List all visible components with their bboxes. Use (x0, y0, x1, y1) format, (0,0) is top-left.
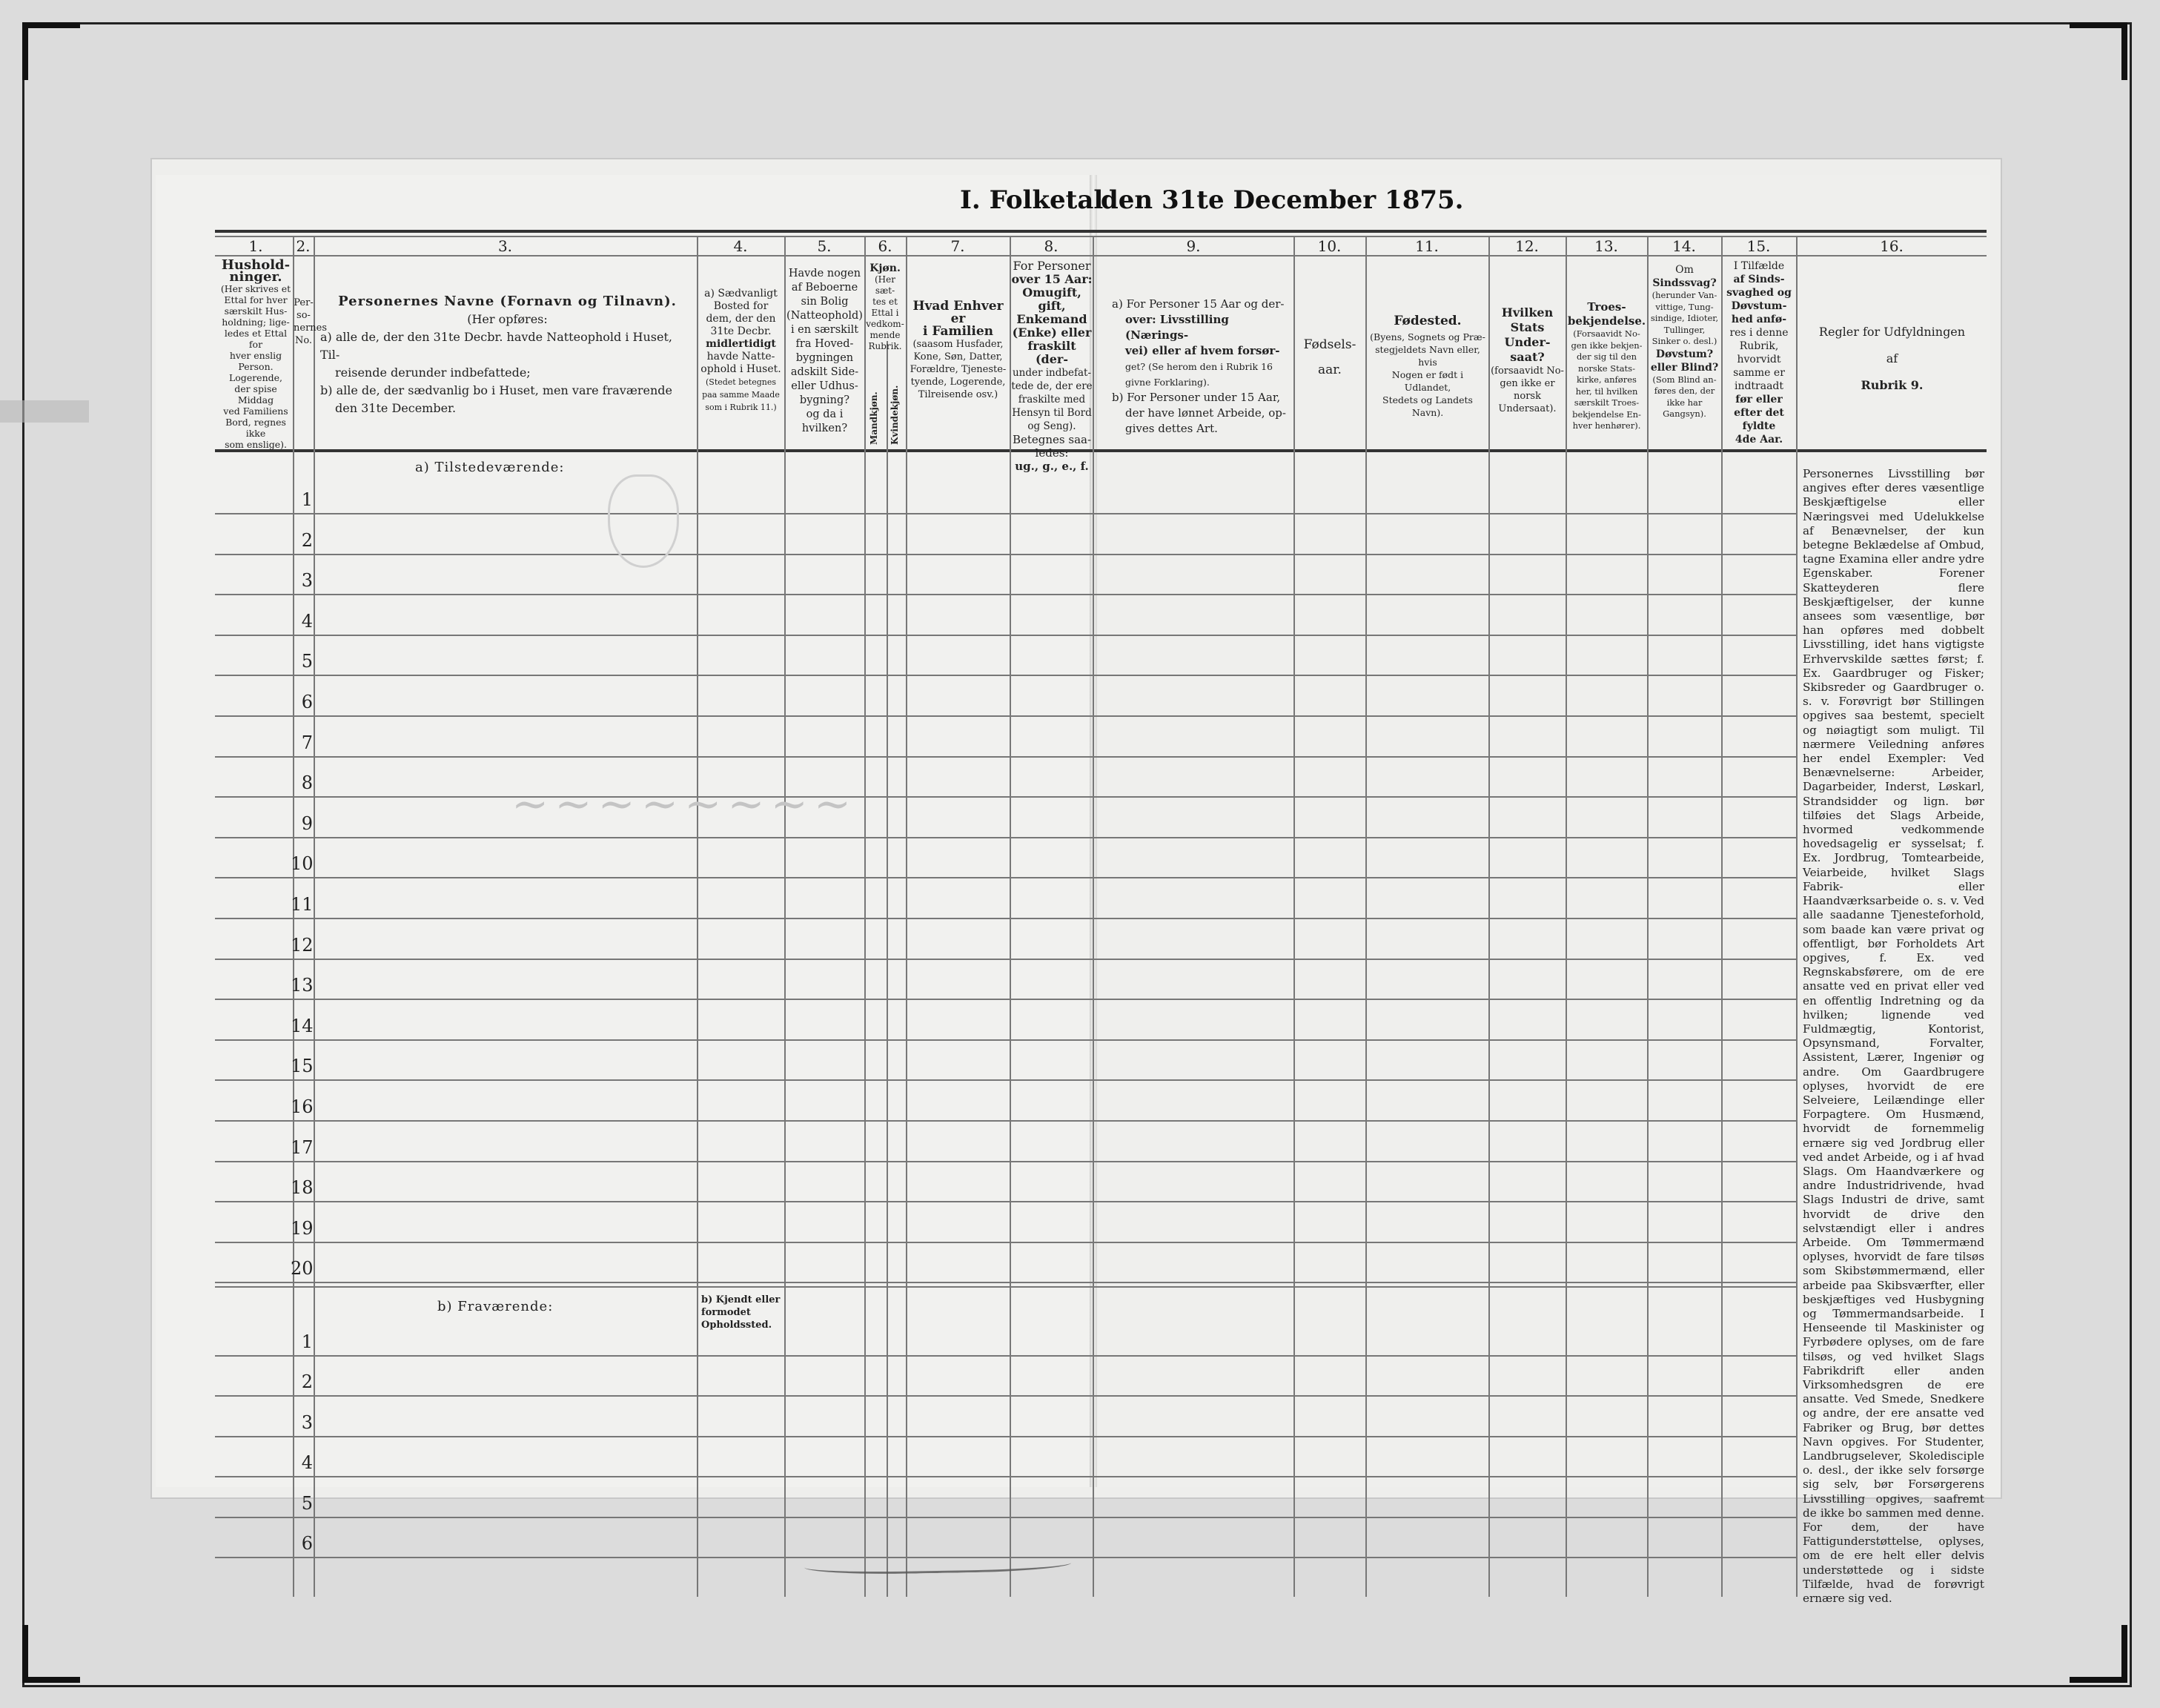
rule (215, 230, 1987, 233)
col-divider (1488, 236, 1490, 1597)
col-number: 13. (1594, 237, 1618, 255)
corner-mark (2070, 1625, 2127, 1683)
col-divider (887, 341, 888, 1597)
col-divider (784, 236, 786, 1597)
col-number: 16. (1880, 237, 1904, 255)
row-rule (215, 513, 1796, 514)
col9-header: a) For Personer 15 Aar og der- over: Livsstilling (Nærings- vei) eller af hvem forsør- get? (Se herom den i Rubrik 16 givne Forklaring). b) For Personer under 15 Aar, der have lønnet Arbeide, op- gives dettes Art. (1112, 297, 1286, 435)
row-number: 1 (301, 489, 313, 510)
col-number: 10. (1317, 237, 1342, 255)
row-rule (215, 1079, 1796, 1081)
row-number: 10 (291, 853, 314, 874)
col-number: 2. (296, 237, 311, 255)
col-divider (697, 236, 698, 1597)
col16-header: Regler for Udfyldningen af Rubrik 9. (1818, 325, 1966, 392)
section-absent-label: b) Fraværende: (437, 1299, 554, 1314)
section-present-label: a) Tilstedeværende: (415, 460, 565, 475)
col-divider (314, 236, 315, 1597)
row-number: 11 (291, 894, 314, 915)
row-number: 7 (301, 732, 313, 753)
row-number: 9 (301, 813, 313, 834)
title-left: I. Folketal (960, 185, 1104, 215)
row-rule (215, 635, 1796, 636)
col-number: 9. (1186, 237, 1201, 255)
row-number: 6 (301, 1533, 313, 1554)
row-number: 2 (301, 1371, 313, 1392)
bleed-through: ~~~~~~~~ (511, 778, 858, 830)
col-divider (1293, 236, 1295, 1597)
row-number: 5 (301, 651, 313, 672)
col-number: 1. (248, 237, 263, 255)
col-divider (1796, 236, 1798, 1597)
col-number: 5. (817, 237, 832, 255)
col-divider (1093, 236, 1094, 1597)
col-number: 11. (1415, 237, 1439, 255)
row-rule (215, 756, 1796, 758)
absent-col4-note: b) Kjendt eller formodet Opholdssted. (701, 1294, 781, 1331)
title-right: den 31te December 1875. (1101, 185, 1464, 215)
row-rule (215, 1355, 1796, 1357)
col15-header: I Tilfælde af Sinds- svaghed og Døvstum- hed anfø- res i denne Rubrik, hvorvidt samme er indtraadt før eller efter det fyldte 4de Aar. (1726, 260, 1792, 446)
col3-header: Personernes Navne (Fornavn og Tilnavn). (Her opføres: a) alle de, der den 31te Decbr. havde Natteophold i Huset, Til- reisende derunder indbefattede; b) alle de, der sædvanlig bo i Huset, men vare fraværende den 31te December. (320, 294, 677, 415)
row-rule (215, 1161, 1796, 1162)
col14-header: Om Sindssvag? (herunder Van- vittige, Tung- sindige, Idioter, Tullinger, Sinker o. desl.) Døvstum? eller Blind? (Som Blind an- føres den, der ikke har Gangsyn). (1650, 264, 1719, 419)
row-rule (215, 1120, 1796, 1122)
row-rule (215, 1436, 1796, 1437)
row-number: 20 (291, 1258, 314, 1279)
row-rule (215, 1395, 1796, 1397)
col-divider (293, 236, 294, 1597)
row-number: 19 (291, 1218, 314, 1239)
col-divider (1647, 236, 1649, 1597)
row-number: 18 (291, 1177, 314, 1198)
row-rule (215, 1517, 1796, 1518)
row-number: 2 (301, 530, 313, 551)
row-rule (215, 594, 1796, 595)
col-number: 7. (950, 237, 965, 255)
col6-female-label: Kvindekjøn. (889, 385, 900, 445)
col13-header: Troes- bekjendelse. (Forsaavidt No- gen ikke bekjen- der sig til den norske Stats- kirke, anføres her, til hvilken særskilt Troes- bekjendelse En- hver henhører). (1567, 300, 1646, 431)
row-rule (215, 1201, 1796, 1202)
row-number: 4 (301, 611, 313, 632)
col-number: 14. (1672, 237, 1696, 255)
col6-header: Kjøn. (Her sæt- tes et Ettal i vedkom- mende Rubrik. (866, 262, 904, 351)
col2-header: Per- so- nernes No. (294, 297, 328, 346)
col-divider (1566, 236, 1567, 1597)
col-divider (1365, 236, 1367, 1597)
col-number: 12. (1515, 237, 1539, 255)
row-number: 3 (301, 570, 313, 591)
row-number: 12 (291, 935, 314, 956)
row-number: 16 (291, 1096, 314, 1117)
row-rule (215, 1242, 1796, 1243)
row-number: 13 (291, 975, 314, 996)
corner-mark (22, 1625, 80, 1683)
row-rule (215, 715, 1796, 717)
col-number: 15. (1746, 237, 1771, 255)
col-number: 6. (878, 237, 892, 255)
row-number: 5 (301, 1493, 313, 1514)
scan-edge-mark (0, 400, 89, 423)
row-number: 1 (301, 1331, 313, 1352)
col8-header: For Personer over 15 Aar: Omugift, gift, Enkemand (Enke) eller fraskilt (der- under indbefat- tede de, der ere fraskilte med Hensyn til Bord og Seng). Betegnes saa- ledes: ug., g., e., f. (1011, 259, 1093, 473)
row-rule (215, 675, 1796, 676)
corner-mark (2070, 22, 2127, 80)
row-rule (215, 837, 1796, 838)
col12-header: Hvilken Stats Under- saat? (forsaavidt No- gen ikke er norsk Undersaat). (1491, 305, 1564, 414)
row-number: 3 (301, 1412, 313, 1433)
row-number: 8 (301, 772, 313, 793)
col11-header: Fødested. (Byens, Sognets og Præ- stegjeldets Navn eller, hvis Nogen er født i Udlandet, Stedets og Landets Navn). (1370, 314, 1485, 418)
row-number: 4 (301, 1452, 313, 1473)
row-rule (215, 999, 1796, 1000)
col-number: 3. (497, 237, 513, 255)
col-divider (864, 236, 866, 1597)
row-rule (215, 554, 1796, 555)
col6-male-label: Mandkjøn. (869, 391, 879, 445)
row-rule (215, 1282, 1796, 1283)
bleed-through-seal (608, 474, 679, 568)
col1-header: Hushold- ninger. (Her skrives et Ettal for hver særskilt Hus- holdning; lige- ledes et Ettal for hver enslig Person. Logerende, der spise Middag ved Familiens Bord, regnes ikke som enslige). (220, 257, 291, 450)
col-number: 4. (733, 237, 748, 255)
row-rule (215, 796, 1796, 798)
col-number: 8. (1044, 237, 1059, 255)
col5-header: Havde nogen af Beboerne sin Bolig (Natteophold) i en særskilt fra Hoved- bygningen adskilt Side- eller Udhus- bygning? og da i hvilken? (786, 268, 863, 434)
row-rule (215, 877, 1796, 878)
rubrik16-instructions: Personernes Livsstilling bør angives efter deres væsentlige Beskjæftigelse eller Næringsvei med Udelukkelse af Benævnelser, der kun betegne Beklædelse af Ombud, tagne Examina eller andre ydre Egenskaber. Forener Skatteyderen flere Beskjæftigelser, der kunne ansees som væsentlige, bør han opføres med dobbelt Livsstilling, idet hans vigtigste Erhvervskilde sættes først; f. Ex. Gaardbruger og Fisker; Skibsreder og Gaardbruger o. s. v. Forøvrigt bør Stillingen opgives saa bestemt, specielt og nøiagtigt som muligt. Til nærmere Veiledning anføres her endel Exempler: Ved Benævnelserne: Arbeider, Dagarbeider, Inderst, Løskarl, Strandsidder og lign. bør tilføies det Slags Arbeide, hvormed vedkommende hovedsagelig er sysselsat; f. Ex. Jordbrug, Tomtearbeide, Veiarbeide, hvilket Slags Fabrik- eller Haandværksarbeide o. s. v. Ved alle saadanne Tjenesteforhold, som baade kan være privat og offentligt, bør Forholdets Art opgives, f. Ex. ved Regnskabsførere, om de ere ansatte ved en privat eller ved en offentlig Indretning og da hvilken; lignende ved Fuldmægtig, Kontorist, Opsynsmand, Forvalter, Assistent, Lærer, Ingeniør og andre. Om Gaardbrugere oplyses, hvorvidt de ere Selveiere, Leilændinge eller Forpagtere. Om Husmænd, hvorvidt de fornemmelig ernære sig ved Jordbrug eller ved andet Arbeide, og i af hvad Slags. Om Haandværkere og andre Industridrivende, hvad Slags Industri de drive, samt hvorvidt de drive den selvstændigt eller i andres Arbeide. Om Tømmermænd oplyses, hvorvidt de fare tilsøs som Skibstømmermænd, eller arbeide paa Skibsværfter, eller beskjæftiges ved Husbygning og Tømmermandsarbeide. I Henseende til Maskinister og Fyrbødere oplyses, om de fare tilsøs, og ved hvilket Slags Fabrikdrift eller anden Virksomhedsgren de ere ansatte. Ved Smede, Snedkere og andre, der ere ansatte ved Fabriker og Brug, bør dettes Navn opgives. For Studenter, Landbrugselever, Skoledisciple o. desl., der ikke selv forsørge sig selv, bør Forsørgerens Livsstilling opgives, saafremt de ikke bo sammen med denne. For dem, der have Fattigunderstøttelse, oplyses, om de ere helt eller delvis understøttede og i sidste Tilfælde, hvad de forøvrigt ernære sig ved. (1803, 467, 1984, 1606)
col-divider (906, 236, 907, 1597)
row-number: 6 (301, 692, 313, 712)
row-number: 14 (291, 1016, 314, 1036)
col10-header: Fødsels- aar. (1303, 337, 1356, 377)
section-rule (215, 1286, 1796, 1288)
col7-header: Hvad Enhver er i Familien (saasom Husfader, Kone, Søn, Datter, Forældre, Tjeneste- tyende, Logerende, Tilreisende osv.) (910, 299, 1007, 400)
col4-header: a) Sædvanligt Bosted for dem, der den 31te Decbr. midlertidigt havde Natte- ophold i Huset. (Stedet betegnes paa samme Maade som i Rubrik 11.) (700, 288, 781, 412)
row-rule (215, 959, 1796, 960)
row-number: 15 (291, 1056, 314, 1076)
corner-mark (22, 22, 80, 80)
row-rule (215, 918, 1796, 919)
row-rule (215, 1476, 1796, 1477)
row-rule (215, 1039, 1796, 1041)
row-number: 17 (291, 1137, 314, 1158)
